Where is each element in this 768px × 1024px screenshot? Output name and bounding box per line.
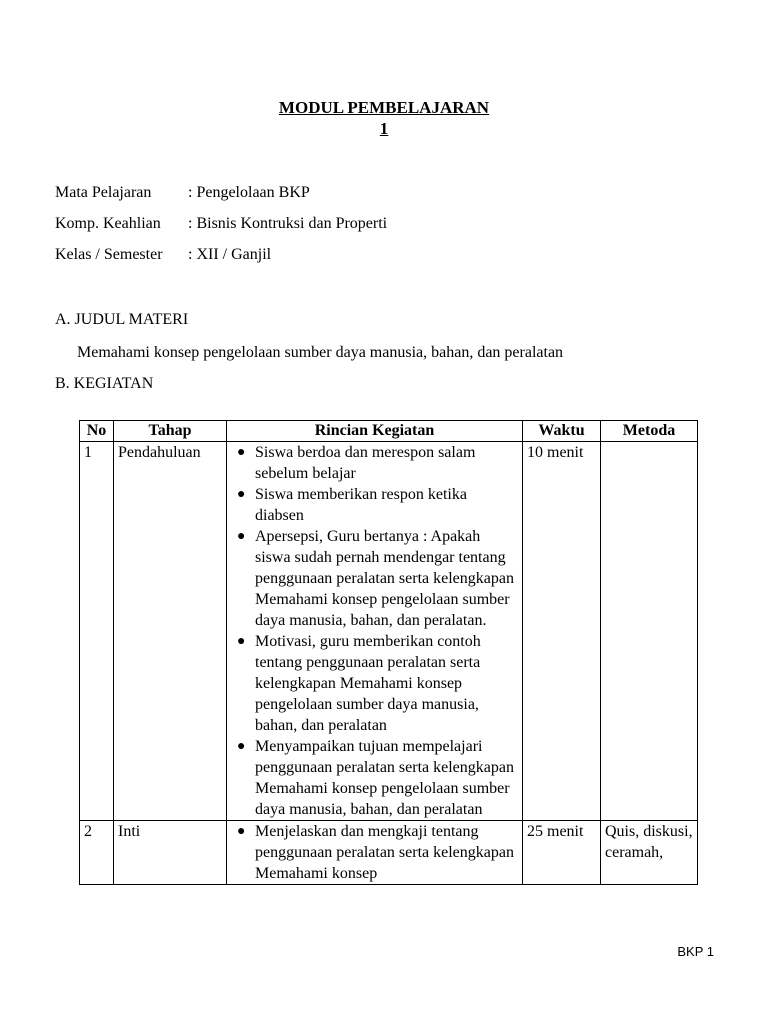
column-header-tahap: Tahap (114, 421, 227, 442)
activity-list (231, 821, 518, 884)
section-a-heading: A. JUDUL MATERI (55, 311, 189, 328)
list-item: ● Menjelaskan dan mengkaji tentang penggunaan peralatan serta kelengkapan Memahami konsep (237, 823, 514, 882)
list-item: ● Apersepsi, Guru bertanya : Apakah siswa sudah pernah mendengar tentang penggunaan peralatan serta kelengkapan Memahami konsep pengelolaan sumber daya manusia, bahan, dan peralatan. (237, 528, 514, 629)
column-header-no: No (80, 421, 114, 442)
cell-waktu: 10 menit (523, 442, 601, 821)
info-label: Mata Pelajaran (55, 184, 152, 201)
cell-waktu: 25 menit (523, 821, 601, 885)
info-value: : Pengelolaan BKP (188, 184, 310, 201)
list-item: ● Siswa berdoa dan merespon salam sebelum belajar (237, 444, 476, 482)
bullet-icon: ● (237, 487, 246, 502)
table-header-row (80, 421, 698, 442)
page-footer-label: BKP 1 (677, 944, 714, 959)
list-item: ● Siswa memberikan respon ketika diabsen (237, 486, 467, 524)
activity-table (79, 420, 698, 885)
column-header-metoda: Metoda (601, 421, 698, 442)
cell-rincian (227, 821, 523, 885)
bullet-icon: ● (237, 739, 246, 754)
column-header-rincian: Rincian Kegiatan (227, 421, 523, 442)
cell-rincian (227, 442, 523, 821)
cell-metoda: Quis, diskusi, ceramah, (601, 821, 698, 885)
cell-metoda (601, 442, 698, 821)
activity-list (231, 442, 518, 820)
section-a-body: Memahami konsep pengelolaan sumber daya manusia, bahan, dan peralatan (77, 344, 564, 361)
document-title-number: 1 (379, 119, 389, 138)
info-label: Kelas / Semester (55, 246, 163, 263)
cell-no: 1 (80, 442, 114, 821)
cell-tahap: Pendahuluan (114, 442, 227, 821)
section-b-heading: B. KEGIATAN (55, 375, 154, 392)
list-item: ● Menyampaikan tujuan mempelajari penggunaan peralatan serta kelengkapan Memahami konsep pengelolaan sumber daya manusia, bahan, dan peralatan (237, 738, 514, 818)
info-label: Komp. Keahlian (55, 215, 161, 232)
cell-no: 2 (80, 821, 114, 885)
column-header-waktu: Waktu (523, 421, 601, 442)
table-row (80, 442, 698, 821)
list-item: ● Motivasi, guru memberikan contoh tentang penggunaan peralatan serta kelengkapan Memahami konsep pengelolaan sumber daya manusia, bahan, dan peralatan (237, 633, 481, 734)
bullet-icon: ● (237, 529, 246, 544)
document-title: MODUL PEMBELAJARAN (278, 98, 490, 117)
bullet-icon: ● (237, 445, 246, 460)
info-value: : XII / Ganjil (188, 246, 272, 263)
bullet-icon: ● (237, 634, 246, 649)
cell-tahap: Inti (114, 821, 227, 885)
table-row (80, 821, 698, 885)
info-value: : Bisnis Kontruksi dan Properti (188, 215, 388, 232)
bullet-icon: ● (237, 824, 246, 839)
